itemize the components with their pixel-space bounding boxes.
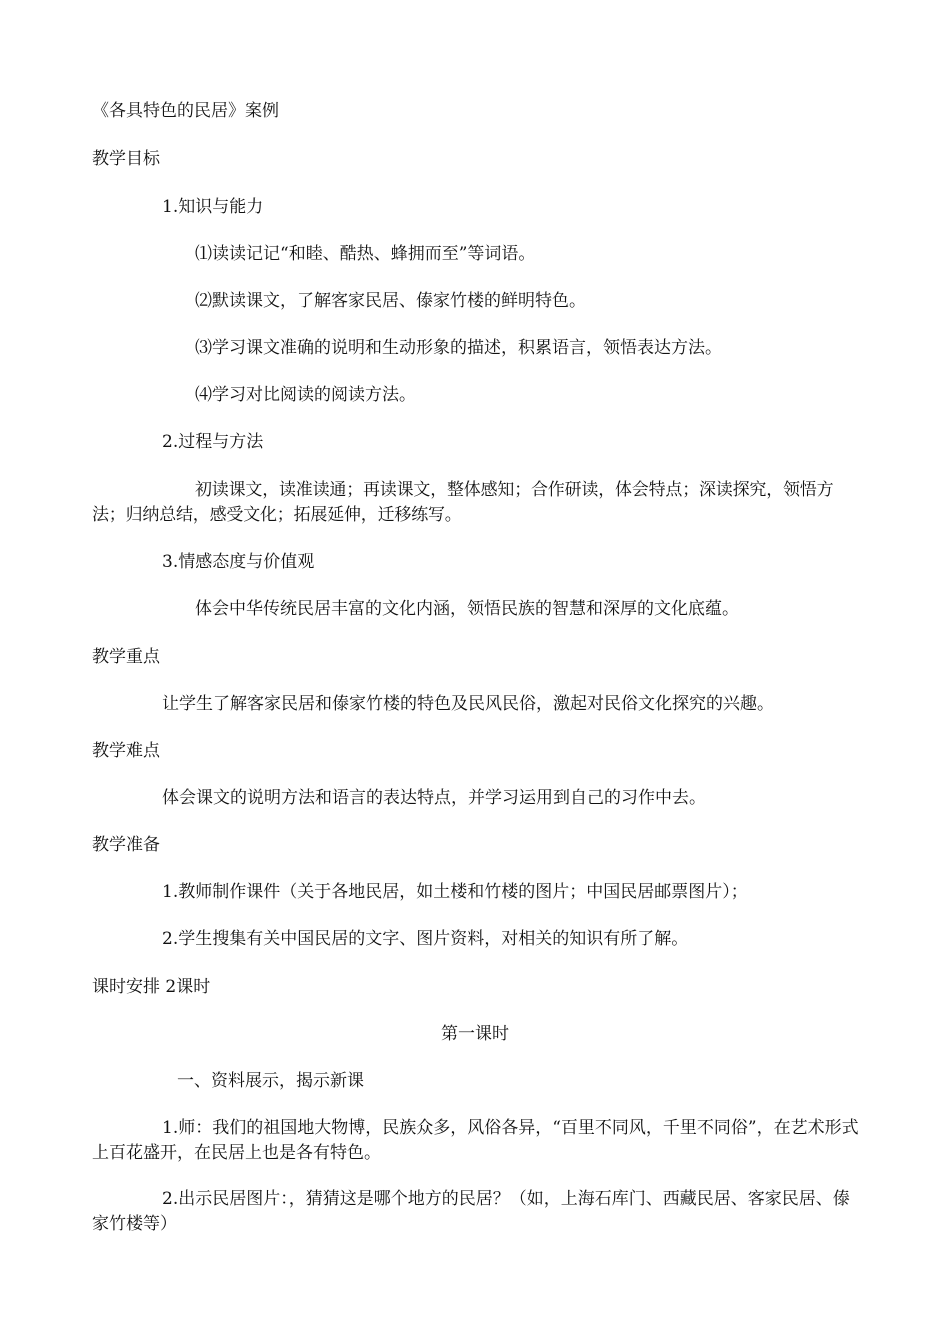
knowledge-heading: 1.知识与能力 <box>162 197 264 217</box>
knowledge-item: ⑶学习课文准确的说明和生动形象的描述，积累语言，领悟表达方法。 <box>195 338 722 358</box>
objectives-heading: 教学目标 <box>92 149 160 169</box>
document-title: 《各具特色的民居》案例 <box>92 101 279 121</box>
emotion-heading: 3.情感态度与价值观 <box>162 552 315 572</box>
process-heading: 2.过程与方法 <box>162 432 264 452</box>
lesson-title: 第一课时 <box>441 1024 509 1044</box>
preparation-item: 1.教师制作课件（关于各地民居，如土楼和竹楼的图片；中国民居邮票图片）； <box>162 882 748 902</box>
preparation-item: 2.学生搜集有关中国民居的文字、图片资料，对相关的知识有所了解。 <box>162 929 689 949</box>
difficulties-heading: 教学难点 <box>92 741 160 761</box>
knowledge-item: ⑷学习对比阅读的阅读方法。 <box>195 385 416 405</box>
key-points-body: 让学生了解客家民居和傣家竹楼的特色及民风民俗，激起对民俗文化探究的兴趣。 <box>162 694 774 714</box>
section-heading: 一、资料展示，揭示新课 <box>177 1071 364 1091</box>
process-body: 初读课文，读准读通；再读课文，整体感知；合作研读，体会特点；深读探究，领悟方法；归纳总结，感受文化；拓展延伸，迁移练写。 <box>92 480 834 525</box>
emotion-body: 体会中华传统民居丰富的文化内涵，领悟民族的智慧和深厚的文化底蕴。 <box>195 599 739 619</box>
knowledge-item: ⑴读读记记“和睦、酷热、蜂拥而至”等词语。 <box>195 244 536 264</box>
section-step: 1.师：我们的祖国地大物博，民族众多，风俗各异，“百里不同风，千里不同俗”，在艺术形式上百花盛开，在民居上也是各有特色。 <box>92 1118 859 1163</box>
difficulties-body: 体会课文的说明方法和语言的表达特点，并学习运用到自己的习作中去。 <box>162 788 706 808</box>
preparation-heading: 教学准备 <box>92 835 160 855</box>
schedule: 课时安排 2课时 <box>92 977 211 997</box>
key-points-heading: 教学重点 <box>92 647 160 667</box>
knowledge-item: ⑵默读课文，了解客家民居、傣家竹楼的鲜明特色。 <box>195 291 586 311</box>
section-step: 2.出示民居图片：，猜猜这是哪个地方的民居？（如，上海石库门、西藏民居、客家民居、傣家竹楼等） <box>92 1189 850 1234</box>
